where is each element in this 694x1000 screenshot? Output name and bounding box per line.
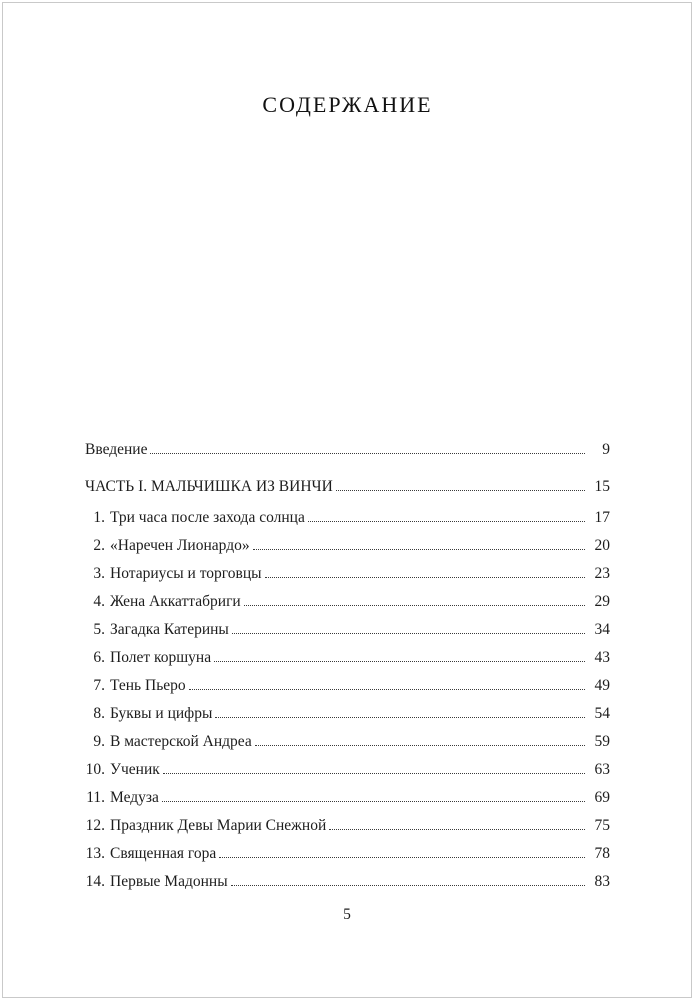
toc-entry-number: 6.	[93, 649, 105, 666]
toc-entry-label: Нотариусы и торговцы	[110, 565, 262, 582]
toc-entry-label: «Наречен Лионардо»	[110, 537, 250, 554]
toc-entry-page: 9	[602, 441, 610, 458]
toc-entry-page: 54	[594, 705, 610, 722]
toc-entry	[85, 532, 610, 560]
toc-entry-label: ЧАСТЬ I. МАЛЬЧИШКА ИЗ ВИНЧИ	[85, 478, 333, 495]
toc-entry-label: Тень Пьеро	[110, 677, 186, 694]
toc-entry	[85, 868, 610, 896]
toc-entry	[85, 756, 610, 784]
toc-leader-dots	[219, 857, 585, 858]
toc-entry-label: Праздник Девы Марии Снежной	[110, 817, 327, 834]
toc-leader-dots	[255, 745, 585, 746]
toc-entry-page: 75	[594, 817, 610, 834]
toc-leader-dots	[215, 717, 585, 718]
toc-entry	[85, 644, 610, 672]
toc-entry-number: 12.	[85, 817, 105, 834]
toc-entry	[85, 840, 610, 868]
toc-entry-label: Священная гора	[110, 845, 217, 862]
toc-entry	[85, 672, 610, 700]
toc-entry-number: 7.	[93, 677, 105, 694]
toc-entry	[85, 784, 610, 812]
toc-leader-dots	[253, 549, 585, 550]
footer-page-number: 5	[343, 906, 351, 923]
toc-entry-page: 59	[594, 733, 610, 750]
toc-leader-dots	[308, 521, 585, 522]
toc-entry	[85, 504, 610, 532]
toc-entry-number: 4.	[93, 593, 105, 610]
toc-leader-dots	[163, 773, 585, 774]
toc-leader-dots	[244, 605, 585, 606]
toc-entry-label: Загадка Катерины	[110, 621, 229, 638]
page-content	[85, 0, 610, 896]
toc-entry-label: Буквы и цифры	[110, 705, 213, 722]
toc-entry	[85, 560, 610, 588]
toc-leader-dots	[150, 453, 585, 454]
toc-entry-page: 29	[594, 593, 610, 610]
toc-entry-page: 17	[594, 509, 610, 526]
toc-entry-number: 10.	[85, 761, 105, 778]
toc-entry-label: Медуза	[110, 789, 159, 806]
toc-entry-number: 5.	[93, 621, 105, 638]
toc-entry-page: 63	[594, 761, 610, 778]
toc-entry	[85, 473, 610, 501]
toc-entry	[85, 812, 610, 840]
toc-entry	[85, 616, 610, 644]
toc-leader-dots	[214, 661, 585, 662]
toc-entry-label: Жена Аккаттабриги	[110, 593, 241, 610]
toc-entry-page: 78	[594, 845, 610, 862]
toc-entry-label: Первые Мадонны	[110, 873, 228, 890]
toc-entry-number: 13.	[85, 845, 105, 862]
toc-entry-page: 34	[594, 621, 610, 638]
toc-entry	[85, 588, 610, 616]
toc-entry-label: Полет коршуна	[110, 649, 212, 666]
toc-entry	[85, 700, 610, 728]
toc-entry-label: Три часа после захода солнца	[110, 509, 305, 526]
toc-entry-number: 1.	[93, 509, 105, 526]
toc-leader-dots	[329, 829, 585, 830]
toc-leader-dots	[265, 577, 585, 578]
toc-entry-page: 43	[594, 649, 610, 666]
toc-entry-number: 14.	[85, 873, 105, 890]
toc-entry-page: 69	[594, 789, 610, 806]
toc-entry-number: 9.	[93, 733, 105, 750]
toc-entry-label: Ученик	[110, 761, 160, 778]
toc-entry	[85, 436, 610, 464]
page-title: СОДЕРЖАНИЕ	[262, 92, 433, 117]
toc-leader-dots	[189, 689, 585, 690]
toc-entry-number: 8.	[93, 705, 105, 722]
table-of-contents	[85, 436, 610, 896]
toc-leader-dots	[231, 885, 585, 886]
toc-entry-label: Введение	[85, 441, 148, 458]
toc-entry-page: 83	[594, 873, 610, 890]
toc-entry-number: 3.	[93, 565, 105, 582]
toc-entry-label: В мастерской Андреа	[110, 733, 252, 750]
toc-leader-dots	[162, 801, 585, 802]
toc-entry-number: 2.	[93, 537, 105, 554]
toc-leader-dots	[232, 633, 585, 634]
toc-leader-dots	[336, 490, 585, 491]
toc-entry-page: 49	[594, 677, 610, 694]
toc-entry-page: 15	[594, 478, 610, 495]
toc-entry-page: 20	[594, 537, 610, 554]
toc-entry-number: 11.	[86, 789, 105, 806]
toc-entry	[85, 728, 610, 756]
toc-entry-page: 23	[594, 565, 610, 582]
